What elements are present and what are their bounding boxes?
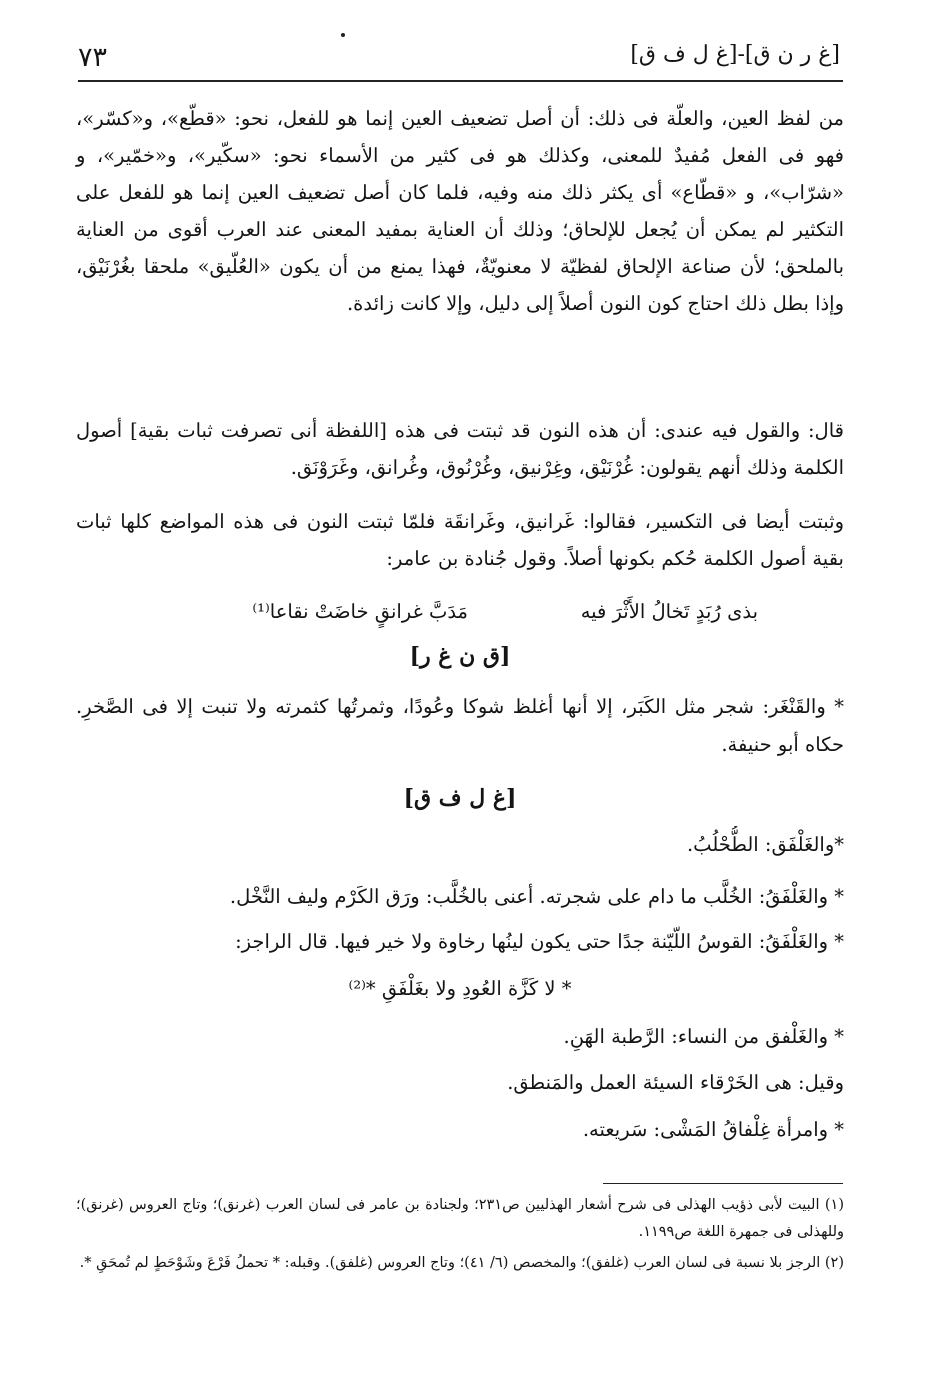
- verse-hemistich-left: مَدَبَّ غرانقٍ خاضَتْ نقاعا⁽¹⁾: [252, 600, 468, 623]
- ink-dot: [341, 33, 345, 37]
- verse-hemistich-right: بذى رُبَدٍ تَخالُ الأَثْرَ فيه: [580, 600, 758, 623]
- footnote-1: (١) البيت لأبى ذؤيب الهذلى فى شرح أشعار الهذليين ص٢٣١؛ ولجنادة بن عامر فى لسان العرب (غرنق)؛ وتاج العروس (غرنق)؛ وللهذلى فى جمهرة اللغة ص١١٩٩.: [76, 1197, 844, 1240]
- entry-qanghar: * والقَنْغَر: شجر مثل الكَبَر، إلا أنها أغلظ شوكا وعُودًا، وثمرتُها كثمرته ولا تنبت إلا فى الصَّخرِ. حكاه أبو حنيفة.: [76, 695, 844, 756]
- paragraph-1: من لفظ العين، والعلّة فى ذلك: أن أصل تضعيف العين إنما هو للفعل، نحو: «قطّع»، و«كسّر»، فهو فى الفعل مُفيدٌ للمعنى، وكذلك هو فى كثير من الأسماء نحو: «سكّير»، و«خمّير»، و «شرّاب»، و «قطّاع» أى يكثر ذلك منه وفيه، فلما كان أصل تضعيف العين إنما هو للفعل على التكثير لم يمكن أن يُجعل للإلحاق؛ وذلك أن العناية بمفيد المعنى عند العرب أقوى من العناية بالملحق؛ لأن صناعة الإلحاق لفظيّة لا معنويّةٌ، فهذا يمنع من أن يكون «العُلّيق» ملحقا بغُرْنَيْق، وإذا بطل ذلك احتاج كون النون أصلاً إلى دليل، وإلا كانت زائدة.: [76, 107, 844, 315]
- section-heading-qngr: [ق ن غ ر]: [409, 643, 511, 669]
- footnote-rule: [603, 1183, 843, 1184]
- footnote-2: (٢) الرجز بلا نسبة فى لسان العرب (غلفق)؛ والمخصص (٦/ ٤١)؛ وتاج العروس (غلفق). وقبله: * تحملُ فَرْعَ وشَوْحَطٍ لم تُمحَقِ *.: [79, 1255, 844, 1271]
- verse-rajaz: * لا كَزَّة العُودِ ولا بغَلْفَقِ *⁽²⁾: [348, 977, 572, 1000]
- header-rule: [78, 80, 843, 82]
- entry-glfq-2: * والغَلْفَقُ: الخُلَّب ما دام على شجرته. أعنى بالخُلَّب: ورَق الكَرْم وليف النَّخْل.: [229, 885, 844, 908]
- section-heading-glfq: [غ ل ف ق]: [403, 785, 517, 811]
- paragraph-2: قال: والقول فيه عندى: أن هذه النون قد ثبتت فى هذه [اللفظة أنى تصرفت ثبات بقية] أصول الكلمة وذلك أنهم يقولون: غُرْنَيْق، وغِرْنيق، وغُرْنُوق، وغُرانق، وغَرَوْنَق.: [76, 419, 844, 479]
- verse-line-1: [76, 594, 844, 630]
- page-header: [78, 38, 840, 78]
- running-head: [غ ر ن ق]-[غ ل ف ق]: [630, 42, 840, 67]
- entry-glfq-4: * والغَلْفق من النساء: الرَّطبة الهَنِ.: [563, 1025, 844, 1048]
- entry-glfq-1: *والغَلْفَق: الطُّحْلُبُ.: [686, 833, 844, 856]
- paragraph-3: وثبتت أيضا فى التكسير، فقالوا: غَرانيق، وغَرانقَة فلمّا ثبتت النون فى هذه المواضع كلها ثبات بقية أصول الكلمة حُكم بكونها أصلاً. وقول جُنادة بن عامر:: [76, 510, 844, 570]
- entry-glfq-5: وقيل: هى الخَرْقاء السيئة العمل والمَنطق.: [507, 1071, 844, 1094]
- page-number: ٧٣: [78, 42, 108, 73]
- entry-glfq-6: * وامرأة غِلْفاقُ المَشْى: سَريعته.: [582, 1118, 844, 1141]
- entry-glfq-3: * والغَلْفَقُ: القوسُ اللّيّنة جدًا حتى يكون لينُها رخاوة ولا خير فيها. قال الراجز:: [235, 930, 844, 953]
